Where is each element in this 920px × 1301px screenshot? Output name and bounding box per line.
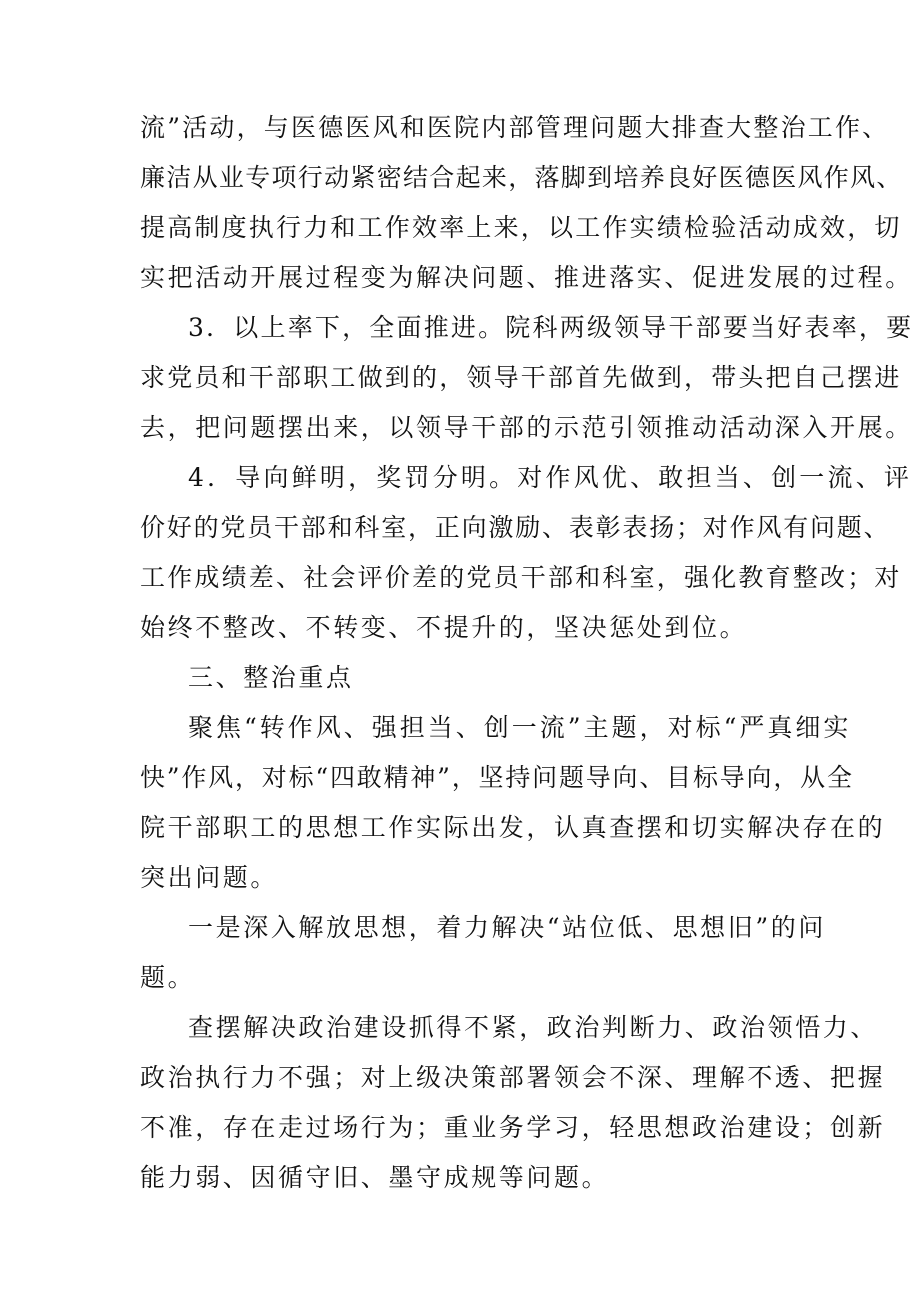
paragraph-line: 流”活动，与医德医风和医院内部管理问题大排查大整治工作、 [140, 113, 890, 142]
paragraph-line: 题。 [140, 963, 196, 992]
paragraph-line: 院干部职工的思想工作实际出发，认真查摆和切实解决存在的 [140, 813, 886, 842]
paragraph-line: 工作成绩差、社会评价差的党员干部和科室，强化教育整改；对 [140, 563, 902, 592]
paragraph-line: 求党员和干部职工做到的，领导干部首先做到，带头把自己摆进 [140, 363, 902, 392]
paragraph-line: 不准，存在走过场行为；重业务学习，轻思想政治建设；创新 [140, 1113, 886, 1142]
paragraph-line: 能力弱、因循守旧、墨守成规等问题。 [140, 1163, 610, 1192]
numbered-item-3: 3．以上率下，全面推进。院科两级领导干部要当好表率，要 [188, 313, 914, 342]
paragraph-line: 政治执行力不强；对上级决策部署领会不深、理解不透、把握 [140, 1063, 886, 1092]
paragraph-line: 查摆解决政治建设抓得不紧，政治判断力、政治领悟力、 [188, 1013, 879, 1042]
paragraph-line: 去，把问题摆出来，以领导干部的示范引领推动活动深入开展。 [140, 413, 913, 442]
paragraph-line: 快”作风，对标“四敢精神”，坚持问题导向、目标导向，从全 [140, 763, 854, 792]
paragraph-line: 实把活动开展过程变为解决问题、推进落实、促进发展的过程。 [140, 263, 913, 292]
paragraph-line: 突出问题。 [140, 863, 279, 892]
paragraph-line: 廉洁从业专项行动紧密结合起来，落脚到培养良好医德医风作风、 [140, 163, 903, 192]
numbered-item-4: 4．导向鲜明，奖罚分明。对作风优、敢担当、创一流、评 [188, 463, 913, 492]
paragraph-line: 提高制度执行力和工作效率上来，以工作实绩检验活动成效，切 [140, 213, 902, 242]
section-heading: 三、整治重点 [188, 663, 354, 692]
paragraph-line: 一是深入解放思想，着力解决“站位低、思想旧”的问 [188, 913, 826, 942]
paragraph-line: 聚焦“转作风、强担当、创一流”主题，对标“严真细实 [188, 713, 852, 742]
paragraph-line: 价好的党员干部和科室，正向激励、表彰表扬；对作风有问题、 [140, 513, 891, 542]
paragraph-line: 始终不整改、不转变、不提升的，坚决惩处到位。 [140, 613, 748, 642]
